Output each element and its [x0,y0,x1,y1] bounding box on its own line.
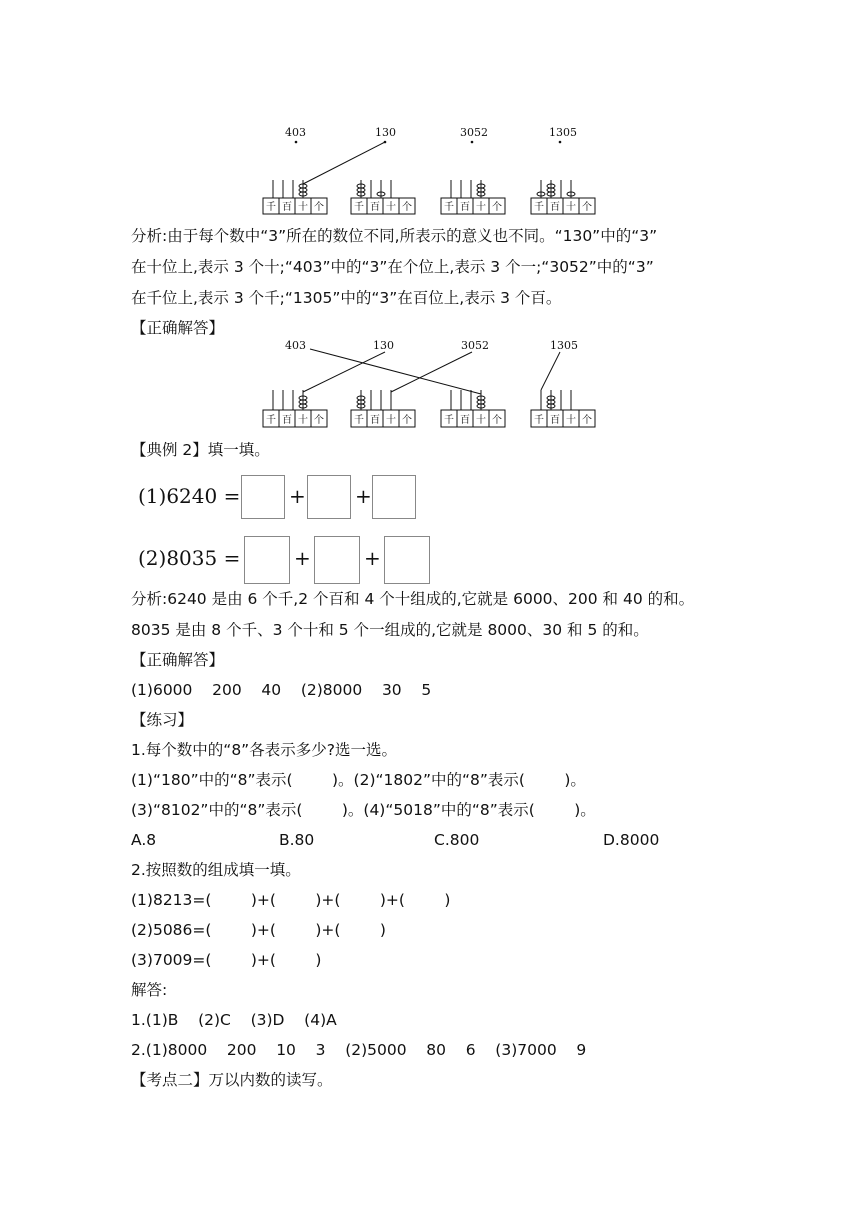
place-label: 个 [402,415,412,426]
section-header: 【考点二】万以内数的读写。 [131,1071,333,1089]
option-a[interactable]: A.8 [131,831,157,849]
place-label: 千 [354,415,364,426]
options-row [131,829,691,851]
question-line: (2)5086=( )+( )+( ) [131,921,386,939]
number-label: 130 [373,339,394,352]
place-label: 千 [444,415,454,426]
answer-box[interactable] [384,536,430,584]
place-label: 百 [550,202,560,213]
option-b[interactable]: B.80 [279,831,315,849]
number-label: 403 [285,126,306,139]
place-label: 十 [298,415,308,426]
solution-line: 1.(1)B (2)C (3)D (4)A [131,1011,337,1029]
place-label: 个 [314,202,324,213]
answer-box[interactable] [241,475,285,519]
question-line: (3)“8102”中的“8”表示( )。(4)“5018”中的“8”表示( )。 [131,801,596,819]
question-title: 2.按照数的组成填一填。 [131,861,301,879]
question-line: (1)8213=( )+( )+( )+( ) [131,891,451,909]
solution-line: 2.(1)8000 200 10 3 (2)5000 80 6 (3)7000 9 [131,1041,587,1059]
place-label: 千 [266,415,276,426]
place-label: 个 [492,202,502,213]
solution-title: 解答: [131,981,168,999]
place-label: 千 [354,202,364,213]
place-label: 个 [492,415,502,426]
place-label: 百 [460,202,470,213]
place-label: 百 [550,415,560,426]
number-label: 1305 [549,126,577,139]
match-line [303,142,385,184]
place-label: 千 [534,415,544,426]
place-label: 十 [476,415,486,426]
plus-sign: + [294,546,311,570]
place-label: 十 [386,415,396,426]
place-label: 十 [386,202,396,213]
analysis-text: 分析:6240 是由 6 个千,2 个百和 4 个十组成的,它就是 6000、200 和 40 的和。 [131,590,695,608]
answer-box[interactable] [244,536,290,584]
place-label: 十 [566,202,576,213]
place-label: 个 [402,202,412,213]
answer-text: (1)6000 200 40 (2)8000 30 5 [131,681,432,699]
number-label: 3052 [461,339,489,352]
plus-sign: + [289,484,306,508]
number-label: 1305 [550,339,578,352]
number-label: 3052 [460,126,488,139]
place-label: 个 [314,415,324,426]
place-label: 百 [370,415,380,426]
equation-1-label: (1)6240 = [138,484,241,508]
analysis-text: 在十位上,表示 3 个十;“403”中的“3”在个位上,表示 3 个一;“3052”中的“3” [131,258,654,276]
analysis-text: 分析:由于每个数中“3”所在的数位不同,所表示的意义也不同。“130”中的“3” [131,227,658,245]
place-label: 百 [370,202,380,213]
plus-sign: + [355,484,372,508]
place-label: 个 [582,415,592,426]
question-line: (1)“180”中的“8”表示( )。(2)“1802”中的“8”表示( )。 [131,771,586,789]
example-title: 【典例 2】填一填。 [131,441,270,459]
question-title: 1.每个数中的“8”各表示多少?选一选。 [131,741,397,759]
place-label: 千 [266,202,276,213]
abacus-figure-answer [255,334,615,434]
analysis-text: 在千位上,表示 3 个千;“1305”中的“3”在百位上,表示 3 个百。 [131,289,562,307]
place-label: 百 [282,202,292,213]
question-line: (3)7009=( )+( ) [131,951,322,969]
analysis-text: 8035 是由 8 个千、3 个十和 5 个一组成的,它就是 8000、30 和 5 的和。 [131,621,649,639]
number-label: 403 [285,339,306,352]
place-label: 千 [534,202,544,213]
place-label: 十 [476,202,486,213]
number-label: 130 [375,126,396,139]
option-d[interactable]: D.8000 [603,831,660,849]
option-c[interactable]: C.800 [434,831,480,849]
equation-2-label: (2)8035 = [138,546,241,570]
answer-box[interactable] [372,475,416,519]
place-label: 百 [460,415,470,426]
match-line [541,352,560,390]
place-label: 十 [298,202,308,213]
place-label: 十 [566,415,576,426]
answer-box[interactable] [307,475,351,519]
answer-box[interactable] [314,536,360,584]
plus-sign: + [364,546,381,570]
abacus-figure-top [255,118,615,222]
place-label: 百 [282,415,292,426]
section-header: 【正确解答】 [131,651,225,669]
section-header: 【正确解答】 [131,319,225,337]
place-label: 千 [444,202,454,213]
practice-title: 【练习】 [131,711,194,729]
match-line [310,349,481,394]
place-label: 个 [582,202,592,213]
match-line [391,352,472,392]
